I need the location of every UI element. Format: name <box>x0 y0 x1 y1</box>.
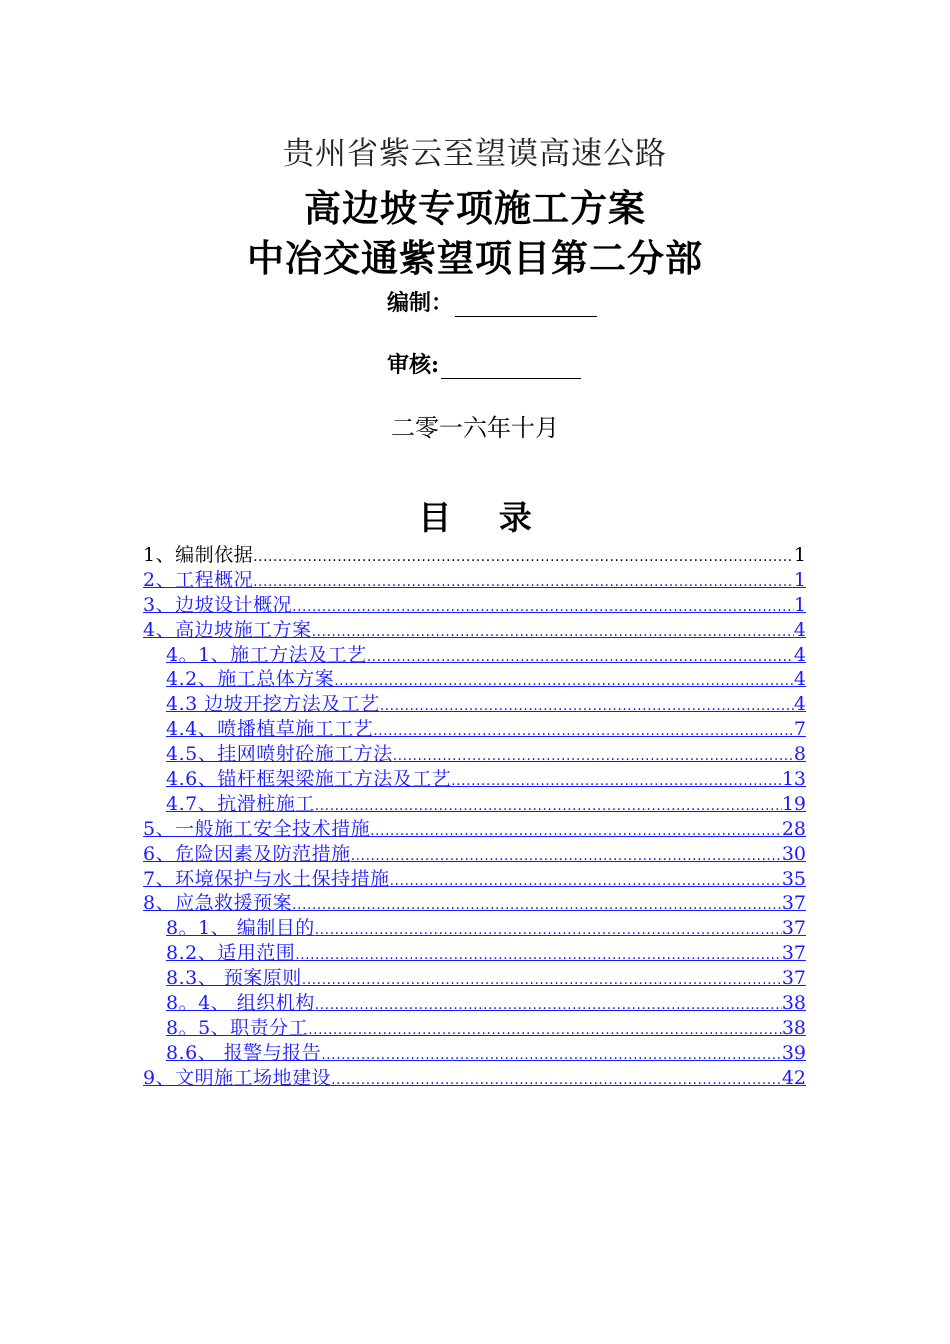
document-title: 高边坡专项施工方案 <box>304 186 646 230</box>
toc-dot-leader <box>253 545 794 568</box>
toc-dot-leader <box>295 943 782 966</box>
toc-entry-label: 7、环境保护与水土保持措施 <box>143 867 390 890</box>
toc-entry-label: 4.7、抗滑桩施工 <box>166 792 315 815</box>
reviewer-label: 审核: <box>387 352 440 378</box>
toc-entry-page-number: 37 <box>781 892 806 915</box>
reviewer-blank-line <box>441 354 581 379</box>
toc-entry-page-number: 4 <box>793 643 806 666</box>
toc-entry-page-number: 4 <box>793 668 806 691</box>
toc-entry[interactable] <box>143 966 806 991</box>
table-of-contents <box>143 543 806 1091</box>
compiler-blank-line <box>455 292 597 317</box>
toc-entry[interactable] <box>143 667 806 692</box>
toc-entry-label: 8。4、 组织机构 <box>166 992 315 1015</box>
toc-entry-page-number: 42 <box>781 1066 806 1089</box>
toc-entry-page-number: 38 <box>781 1016 806 1039</box>
toc-entry[interactable] <box>143 792 806 817</box>
toc-entry-page-number: 7 <box>793 718 806 741</box>
toc-dot-leader <box>315 794 782 817</box>
toc-entry-label: 4.2、施工总体方案 <box>166 668 335 691</box>
toc-entry-page-number: 1 <box>793 544 806 566</box>
toc-entry-page-number: 4 <box>793 693 806 716</box>
toc-heading: 目 录 <box>418 498 550 537</box>
toc-entry-label: 4.6、锚杆框架梁施工方法及工艺 <box>166 768 452 791</box>
toc-entry[interactable] <box>143 767 806 792</box>
toc-dot-leader <box>308 1018 782 1041</box>
toc-entry[interactable] <box>143 593 806 618</box>
toc-entry-page-number: 8 <box>793 743 806 766</box>
toc-dot-leader <box>302 968 782 991</box>
toc-entry[interactable] <box>143 643 806 668</box>
toc-entry[interactable] <box>143 867 806 892</box>
toc-entry[interactable] <box>143 916 806 941</box>
toc-entry-label: 8、应急救援预案 <box>143 892 293 915</box>
toc-entry[interactable] <box>143 842 806 867</box>
toc-entry-page-number: 28 <box>781 817 806 840</box>
toc-entry-page-number: 19 <box>781 792 806 815</box>
toc-dot-leader <box>334 669 794 692</box>
toc-entry-page-number: 30 <box>781 842 806 865</box>
toc-entry[interactable] <box>143 817 806 842</box>
toc-entry-label: 8.6、 报警与报告 <box>166 1041 322 1064</box>
toc-entry-page-number: 37 <box>781 942 806 965</box>
toc-entry[interactable] <box>143 1016 806 1041</box>
toc-entry-label: 4.3 边坡开挖方法及工艺 <box>166 693 380 716</box>
toc-entry-page-number: 37 <box>781 967 806 990</box>
toc-entry-label: 1、编制依据 <box>143 544 254 566</box>
compiler-label: 编制： <box>387 290 454 316</box>
toc-entry-label: 4.5、挂网喷射砼施工方法 <box>166 743 393 766</box>
toc-entry[interactable] <box>143 1066 806 1091</box>
toc-entry-label: 4。1、施工方法及工艺 <box>166 643 367 666</box>
toc-dot-leader <box>380 694 794 717</box>
toc-entry-label: 5、一般施工安全技术措施 <box>143 817 371 840</box>
toc-entry-page-number: 37 <box>781 917 806 940</box>
toc-entry-page-number: 1 <box>793 593 806 616</box>
toc-dot-leader <box>451 769 782 792</box>
toc-entry-label: 8.2、适用范围 <box>166 942 296 965</box>
toc-entry-page-number: 1 <box>793 568 806 591</box>
toc-entry-label: 8。1、 编制目的 <box>166 917 315 940</box>
toc-dot-leader <box>393 744 794 767</box>
toc-dot-leader <box>331 1068 782 1091</box>
toc-entry-page-number: 4 <box>793 618 806 641</box>
toc-dot-leader <box>315 918 782 941</box>
toc-entry-label: 4.4、喷播植草施工工艺 <box>166 718 374 741</box>
toc-entry-label: 8。5、职责分工 <box>166 1016 309 1039</box>
toc-entry[interactable] <box>143 568 806 593</box>
compiler-row <box>387 286 597 317</box>
toc-dot-leader <box>312 620 794 643</box>
document-date: 二零一六年十月 <box>391 414 559 442</box>
toc-entry-label: 6、危险因素及防范措施 <box>143 842 351 865</box>
toc-dot-leader <box>390 869 782 892</box>
toc-dot-leader <box>367 645 794 668</box>
toc-entry-page-number: 39 <box>781 1041 806 1064</box>
toc-entry-page-number: 13 <box>781 768 806 791</box>
reviewer-row <box>387 348 581 379</box>
toc-entry-label: 4、高边坡施工方案 <box>143 618 312 641</box>
toc-entry-page-number: 38 <box>781 992 806 1015</box>
toc-entry[interactable] <box>143 891 806 916</box>
toc-dot-leader <box>292 893 782 916</box>
toc-entry[interactable] <box>143 1041 806 1066</box>
toc-dot-leader <box>292 595 794 618</box>
toc-dot-leader <box>370 819 782 842</box>
toc-dot-leader <box>321 1043 782 1066</box>
toc-entry[interactable] <box>143 717 806 742</box>
toc-dot-leader <box>373 719 794 742</box>
organization-name: 中冶交通紫望项目第二分部 <box>247 236 703 280</box>
toc-entry[interactable] <box>143 618 806 643</box>
toc-dot-leader <box>351 844 782 867</box>
project-name: 贵州省紫云至望谟高速公路 <box>283 136 667 172</box>
toc-dot-leader <box>253 570 794 593</box>
toc-entry-label: 8.3、 预案原则 <box>166 967 302 990</box>
toc-entry[interactable] <box>143 692 806 717</box>
toc-entry-label: 3、边坡设计概况 <box>143 593 293 616</box>
toc-entry[interactable] <box>143 742 806 767</box>
toc-entry-label: 9、文明施工场地建设 <box>143 1066 332 1089</box>
toc-entry <box>143 543 806 568</box>
toc-entry-label: 2、工程概况 <box>143 568 254 591</box>
toc-dot-leader <box>315 993 782 1016</box>
toc-entry[interactable] <box>143 941 806 966</box>
toc-entry-page-number: 35 <box>781 867 806 890</box>
toc-entry[interactable] <box>143 991 806 1016</box>
